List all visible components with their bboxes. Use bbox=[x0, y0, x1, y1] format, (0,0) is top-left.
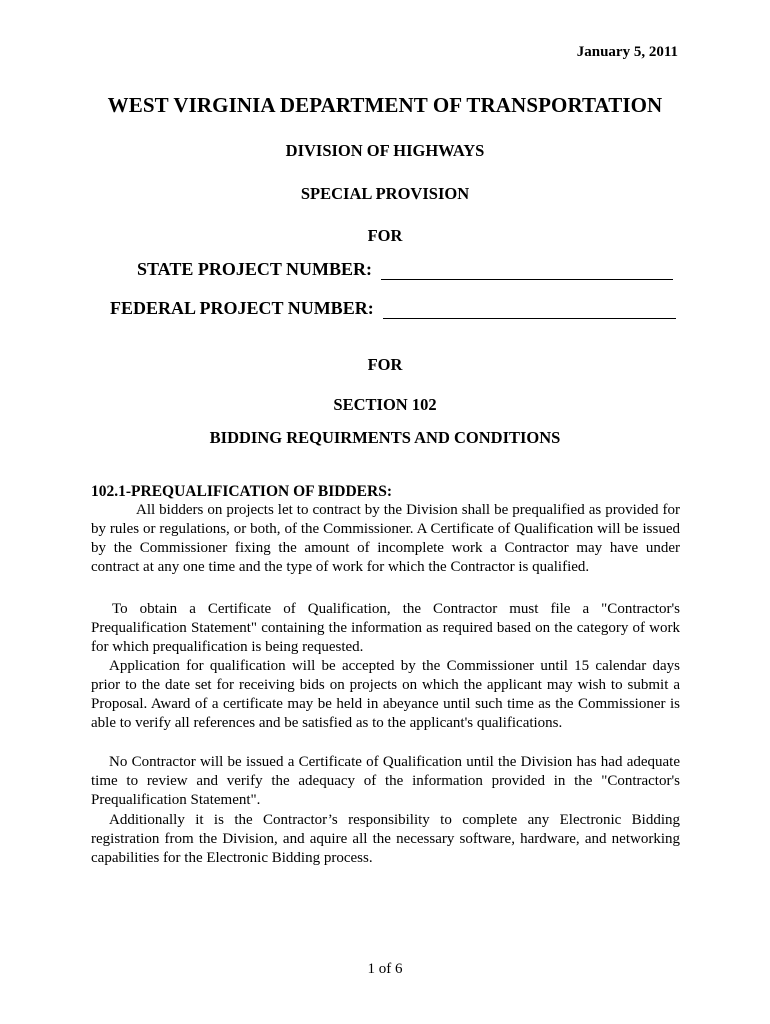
page-number: 1 of 6 bbox=[367, 961, 403, 977]
state-project-row bbox=[137, 259, 673, 280]
paragraph-3: Application for qualification will be accepted by the Commissioner until 15 calendar days prior to the date set for receiving bids on projects on which the applicant may wish to submit a Proposal. Award of a certificate may be held in abeyance until such time as the Commissioner is able to verify all references and be satisfied as to the applicant's qualifications. bbox=[91, 658, 680, 731]
paragraph-5: Additionally it is the Contractor’s responsibility to complete any Electronic Bidding registration from the Division, and aquire all the necessary software, hardware, and networking capabilities for the Electronic Bidding process. bbox=[91, 812, 680, 866]
paragraph-4: No Contractor will be issued a Certificate of Qualification until the Division has had adequate time to review and verify the adequacy of the information provided in the "Contractor's Prequalification Statement". bbox=[91, 754, 680, 808]
federal-project-label: FEDERAL PROJECT NUMBER: bbox=[110, 298, 374, 318]
document-type: SPECIAL PROVISION bbox=[300, 184, 470, 203]
federal-project-row bbox=[110, 298, 676, 319]
division-name: DIVISION OF HIGHWAYS bbox=[285, 141, 485, 160]
section-title: BIDDING REQUIRMENTS AND CONDITIONS bbox=[209, 428, 561, 447]
state-project-label: STATE PROJECT NUMBER: bbox=[137, 259, 373, 279]
for-label-1: FOR bbox=[367, 226, 403, 245]
section-number: SECTION 102 bbox=[333, 395, 437, 414]
for-label-2: FOR bbox=[367, 355, 403, 374]
state-project-blank bbox=[381, 261, 673, 280]
subsection-heading: 102.1-PREQUALIFICATION OF BIDDERS: bbox=[91, 483, 392, 500]
federal-project-blank bbox=[383, 300, 676, 319]
agency-title: WEST VIRGINIA DEPARTMENT OF TRANSPORTATION bbox=[107, 93, 663, 117]
document-date: January 5, 2011 bbox=[576, 44, 678, 60]
paragraph-1: All bidders on projects let to contract by the Division shall be prequalified as provided for by rules or regulations, or both, of the Commissioner. A Certificate of Qualification will be issued by the Commissioner fixing the amount of incomplete work a Contractor may have under contract at any one time and the type of work for which the Contractor is qualified. bbox=[91, 502, 680, 575]
paragraph-2: To obtain a Certificate of Qualification, the Contractor must file a "Contractor's Prequalification Statement" containing the information as required based on the category of work for which prequalification is being requested. bbox=[91, 601, 680, 655]
